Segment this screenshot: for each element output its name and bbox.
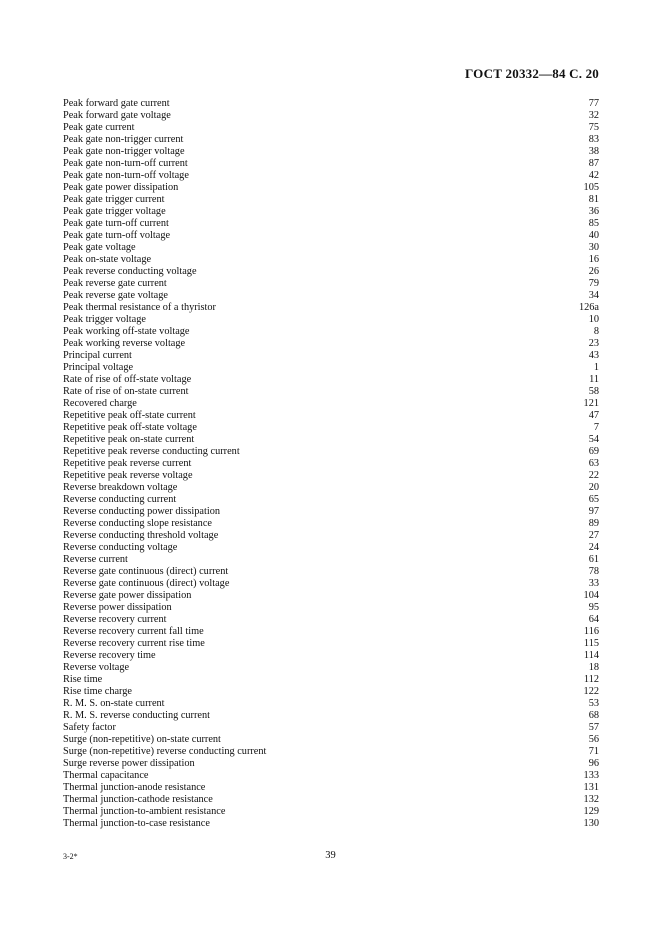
index-term: Thermal junction-anode resistance bbox=[63, 782, 206, 793]
index-entry bbox=[63, 566, 599, 578]
index-entry bbox=[63, 218, 599, 230]
index-page-ref: 32 bbox=[588, 110, 599, 121]
index-entry bbox=[63, 758, 599, 770]
index-page-ref: 104 bbox=[583, 590, 599, 601]
index-page-ref: 79 bbox=[588, 278, 599, 289]
index-page-ref: 63 bbox=[588, 458, 599, 469]
index-term: Repetitive peak off-state voltage bbox=[63, 422, 197, 433]
index-entry bbox=[63, 746, 599, 758]
index-term: Reverse recovery current rise time bbox=[63, 638, 205, 649]
index-term: Repetitive peak reverse current bbox=[63, 458, 192, 469]
index-term: Reverse conducting voltage bbox=[63, 542, 178, 553]
index-term: Reverse recovery current bbox=[63, 614, 167, 625]
index-page-ref: 96 bbox=[588, 758, 599, 769]
index-entry bbox=[63, 242, 599, 254]
index-page-ref: 8 bbox=[593, 326, 599, 337]
index-term: Reverse power dissipation bbox=[63, 602, 172, 613]
index-entry bbox=[63, 398, 599, 410]
index-page-ref: 131 bbox=[583, 782, 599, 793]
footer-page-number: 39 bbox=[325, 850, 336, 861]
index-entry bbox=[63, 206, 599, 218]
index-entry bbox=[63, 374, 599, 386]
index-entry bbox=[63, 698, 599, 710]
index-term: Peak gate non-trigger voltage bbox=[63, 146, 185, 157]
index-entry bbox=[63, 230, 599, 242]
index-term: Rate of rise of off-state voltage bbox=[63, 374, 192, 385]
index-term: Peak reverse gate voltage bbox=[63, 290, 168, 301]
index-term: Thermal junction-to-ambient resistance bbox=[63, 806, 226, 817]
index-term: Reverse current bbox=[63, 554, 128, 565]
index-entry bbox=[63, 122, 599, 134]
index-page-ref: 57 bbox=[588, 722, 599, 733]
index-term: Peak working off-state voltage bbox=[63, 326, 190, 337]
index-page-ref: 27 bbox=[588, 530, 599, 541]
index-term: Peak gate power dissipation bbox=[63, 182, 179, 193]
index-entry bbox=[63, 530, 599, 542]
index-entry bbox=[63, 482, 599, 494]
index-page-ref: 83 bbox=[588, 134, 599, 145]
index-page-ref: 133 bbox=[583, 770, 599, 781]
index-entry bbox=[63, 782, 599, 794]
index-entry bbox=[63, 590, 599, 602]
index-entry bbox=[63, 806, 599, 818]
index-entry bbox=[63, 602, 599, 614]
index-term: Reverse conducting slope resistance bbox=[63, 518, 212, 529]
index-entry bbox=[63, 722, 599, 734]
index-entry bbox=[63, 626, 599, 638]
index-page-ref: 1 bbox=[593, 362, 599, 373]
index-entry bbox=[63, 518, 599, 530]
index-entry bbox=[63, 710, 599, 722]
index-page-ref: 36 bbox=[588, 206, 599, 217]
index-entry bbox=[63, 302, 599, 314]
index-entry bbox=[63, 110, 599, 122]
index-page-ref: 126a bbox=[578, 302, 599, 313]
index-term: Thermal junction-cathode resistance bbox=[63, 794, 213, 805]
index-entry bbox=[63, 494, 599, 506]
index-entry bbox=[63, 794, 599, 806]
index-entry bbox=[63, 350, 599, 362]
index-term: Surge reverse power dissipation bbox=[63, 758, 195, 769]
index-entry bbox=[63, 506, 599, 518]
index-page-ref: 78 bbox=[588, 566, 599, 577]
index-term: Repetitive peak on-state current bbox=[63, 434, 195, 445]
index-term: Peak gate turn-off current bbox=[63, 218, 169, 229]
index-page-ref: 40 bbox=[588, 230, 599, 241]
index-page-ref: 61 bbox=[588, 554, 599, 565]
index-page-ref: 114 bbox=[583, 650, 599, 661]
index-entry bbox=[63, 686, 599, 698]
index-term: Peak working reverse voltage bbox=[63, 338, 186, 349]
index-entry bbox=[63, 542, 599, 554]
index-page-ref: 116 bbox=[583, 626, 599, 637]
index-term: Peak reverse conducting voltage bbox=[63, 266, 197, 277]
index-term: Reverse gate power dissipation bbox=[63, 590, 192, 601]
index-term: R. M. S. reverse conducting current bbox=[63, 710, 210, 721]
index-term: Peak gate current bbox=[63, 122, 135, 133]
index-term: Repetitive peak off-state current bbox=[63, 410, 196, 421]
index-entry bbox=[63, 254, 599, 266]
index-term: Peak gate turn-off voltage bbox=[63, 230, 171, 241]
index-entry bbox=[63, 434, 599, 446]
index-term: Reverse gate continuous (direct) voltage bbox=[63, 578, 230, 589]
index-entry bbox=[63, 638, 599, 650]
index-page-ref: 64 bbox=[588, 614, 599, 625]
index-page-ref: 30 bbox=[588, 242, 599, 253]
index-page-ref: 81 bbox=[588, 194, 599, 205]
index-term: R. M. S. on-state current bbox=[63, 698, 165, 709]
index-term: Peak on-state voltage bbox=[63, 254, 152, 265]
index-entry bbox=[63, 554, 599, 566]
index-page-ref: 87 bbox=[588, 158, 599, 169]
index-term: Rise time bbox=[63, 674, 103, 685]
footer-signature-mark: 3-2* bbox=[63, 852, 78, 861]
index-term: Reverse recovery current fall time bbox=[63, 626, 204, 637]
index-entry bbox=[63, 650, 599, 662]
index-page-ref: 69 bbox=[588, 446, 599, 457]
term-index-list bbox=[63, 98, 599, 830]
index-entry bbox=[63, 146, 599, 158]
index-page-ref: 47 bbox=[588, 410, 599, 421]
index-entry bbox=[63, 278, 599, 290]
index-term: Peak gate trigger voltage bbox=[63, 206, 166, 217]
index-term: Reverse conducting current bbox=[63, 494, 177, 505]
index-entry bbox=[63, 818, 599, 830]
index-page-ref: 95 bbox=[588, 602, 599, 613]
index-page-ref: 121 bbox=[583, 398, 599, 409]
index-page-ref: 26 bbox=[588, 266, 599, 277]
index-page-ref: 68 bbox=[588, 710, 599, 721]
index-term: Reverse voltage bbox=[63, 662, 130, 673]
index-term: Principal voltage bbox=[63, 362, 134, 373]
index-term: Surge (non-repetitive) on-state current bbox=[63, 734, 221, 745]
index-term: Thermal junction-to-case resistance bbox=[63, 818, 210, 829]
index-term: Peak gate non-turn-off voltage bbox=[63, 170, 189, 181]
index-term: Peak gate non-trigger current bbox=[63, 134, 184, 145]
index-entry bbox=[63, 170, 599, 182]
index-page-ref: 89 bbox=[588, 518, 599, 529]
index-entry bbox=[63, 134, 599, 146]
index-page-ref: 42 bbox=[588, 170, 599, 181]
index-page-ref: 16 bbox=[588, 254, 599, 265]
index-entry bbox=[63, 578, 599, 590]
index-term: Recovered charge bbox=[63, 398, 137, 409]
index-entry bbox=[63, 98, 599, 110]
index-term: Principal current bbox=[63, 350, 132, 361]
index-term: Reverse recovery time bbox=[63, 650, 156, 661]
index-term: Peak thermal resistance of a thyristor bbox=[63, 302, 216, 313]
index-term: Repetitive peak reverse conducting current bbox=[63, 446, 240, 457]
index-entry bbox=[63, 386, 599, 398]
index-entry bbox=[63, 266, 599, 278]
index-page-ref: 53 bbox=[588, 698, 599, 709]
index-page-ref: 7 bbox=[593, 422, 599, 433]
index-term: Safety factor bbox=[63, 722, 116, 733]
index-term: Reverse gate continuous (direct) current bbox=[63, 566, 229, 577]
index-entry bbox=[63, 614, 599, 626]
index-page-ref: 56 bbox=[588, 734, 599, 745]
index-page-ref: 129 bbox=[583, 806, 599, 817]
index-entry bbox=[63, 674, 599, 686]
index-page-ref: 97 bbox=[588, 506, 599, 517]
index-page-ref: 130 bbox=[583, 818, 599, 829]
index-entry bbox=[63, 770, 599, 782]
index-entry bbox=[63, 314, 599, 326]
index-page-ref: 115 bbox=[583, 638, 599, 649]
index-entry bbox=[63, 194, 599, 206]
index-page-ref: 18 bbox=[588, 662, 599, 673]
index-page-ref: 65 bbox=[588, 494, 599, 505]
index-page-ref: 20 bbox=[588, 482, 599, 493]
index-term: Rise time charge bbox=[63, 686, 133, 697]
index-page-ref: 34 bbox=[588, 290, 599, 301]
index-term: Rate of rise of on-state current bbox=[63, 386, 189, 397]
index-entry bbox=[63, 458, 599, 470]
index-page-ref: 105 bbox=[583, 182, 599, 193]
index-entry bbox=[63, 182, 599, 194]
index-page-ref: 23 bbox=[588, 338, 599, 349]
index-entry bbox=[63, 734, 599, 746]
index-entry bbox=[63, 338, 599, 350]
index-term: Peak gate voltage bbox=[63, 242, 136, 253]
index-entry bbox=[63, 446, 599, 458]
index-page-ref: 71 bbox=[588, 746, 599, 757]
index-entry bbox=[63, 422, 599, 434]
index-page-ref: 132 bbox=[583, 794, 599, 805]
index-page-ref: 24 bbox=[588, 542, 599, 553]
index-entry bbox=[63, 662, 599, 674]
index-term: Thermal capacitance bbox=[63, 770, 149, 781]
index-page-ref: 43 bbox=[588, 350, 599, 361]
index-page-ref: 38 bbox=[588, 146, 599, 157]
index-term: Peak reverse gate current bbox=[63, 278, 167, 289]
index-page-ref: 33 bbox=[588, 578, 599, 589]
index-entry bbox=[63, 290, 599, 302]
index-page-ref: 85 bbox=[588, 218, 599, 229]
index-term: Peak forward gate voltage bbox=[63, 110, 171, 121]
index-page-ref: 10 bbox=[588, 314, 599, 325]
index-page-ref: 75 bbox=[588, 122, 599, 133]
index-entry bbox=[63, 410, 599, 422]
index-page-ref: 54 bbox=[588, 434, 599, 445]
index-term: Peak gate trigger current bbox=[63, 194, 165, 205]
index-page-ref: 11 bbox=[589, 374, 599, 385]
index-term: Reverse conducting threshold voltage bbox=[63, 530, 219, 541]
index-entry bbox=[63, 158, 599, 170]
index-term: Peak gate non-turn-off current bbox=[63, 158, 188, 169]
index-page-ref: 22 bbox=[588, 470, 599, 481]
index-term: Repetitive peak reverse voltage bbox=[63, 470, 193, 481]
index-entry bbox=[63, 362, 599, 374]
index-entry bbox=[63, 326, 599, 338]
index-page-ref: 112 bbox=[583, 674, 599, 685]
page-header-title: ГОСТ 20332—84 С. 20 bbox=[465, 66, 599, 81]
index-entry bbox=[63, 470, 599, 482]
index-term: Peak forward gate current bbox=[63, 98, 170, 109]
index-term: Reverse breakdown voltage bbox=[63, 482, 178, 493]
index-term: Peak trigger voltage bbox=[63, 314, 146, 325]
index-page-ref: 58 bbox=[588, 386, 599, 397]
index-page-ref: 77 bbox=[588, 98, 599, 109]
index-term: Reverse conducting power dissipation bbox=[63, 506, 220, 517]
index-page-ref: 122 bbox=[583, 686, 599, 697]
index-term: Surge (non-repetitive) reverse conducting current bbox=[63, 746, 267, 757]
